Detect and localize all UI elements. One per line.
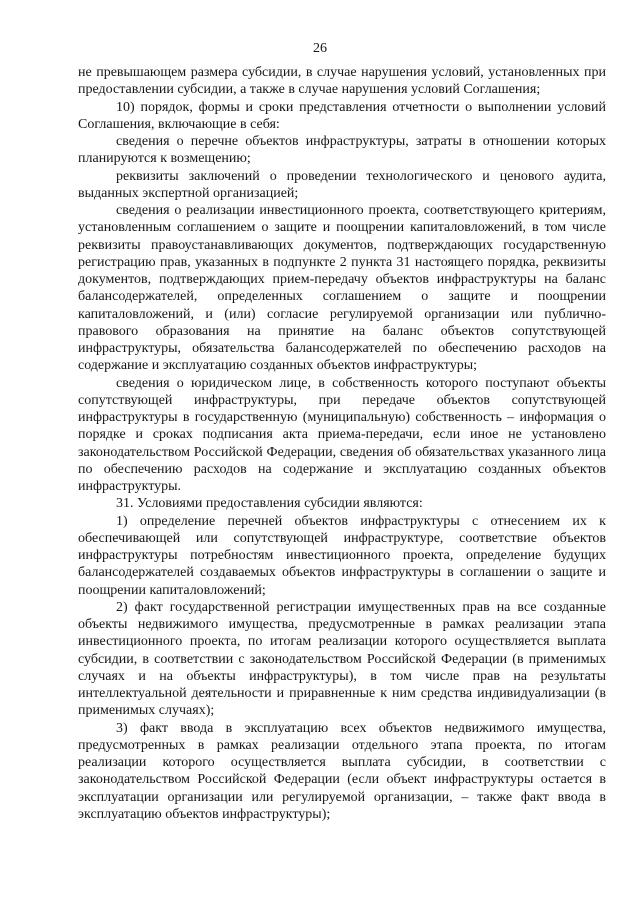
paragraph-condition-2: 2) факт государственной регистрации имущественных прав на все созданные объекты недвижимого имущества, предусмотренные в рамках реализации этапа инвестиционного проекта, по итогам реализации которого осуществляется выплата субсидии, в соответствии с законодательством Российской Федерации (в применимых случаях и на объекты инфраструктуры), в том числе прав на результаты интеллектуальной деятельности и приравненные к ним средства индивидуализации (в применимых случаях); [78, 599, 606, 719]
paragraph-item-10: 10) порядок, формы и сроки представления отчетности о выполнении условий Соглашения, включающие в себя: [78, 99, 606, 132]
paragraph-project-info: сведения о реализации инвестиционного проекта, соответствующего критериям, установленным соглашением о защите и поощрении капиталовложений, в том числе реквизиты правоустанавливающих документов, подтверждающих государственную регистрацию прав, указанных в подпункте 2 пункта 31 настоящего порядка, реквизиты документов, подтверждающих прием-передачу объектов инфраструктуры на баланс балансодержателей, определенных соглашением о защите и поощрении капиталовложений, и (или) согласие регулируемой организации или публично-правового образования на принятие на баланс объектов сопутствующей инфраструктуры, обязательства балансодержателей по обеспечению расходов на содержание и эксплуатацию созданных объектов инфраструктуры; [78, 203, 606, 374]
document-body [78, 64, 606, 823]
paragraph-condition-1: 1) определение перечней объектов инфраструктуры с отнесением их к обеспечивающей или сопутствующей инфраструктуре, соответствие объектов инфраструктуры потребностям инвестиционного проекта, определение будущих балансодержателей создаваемых объектов инфраструктуры в соглашении о защите и поощрении капиталовложений; [78, 513, 606, 598]
paragraph-section-31: 31. Условиями предоставления субсидии являются: [116, 496, 423, 512]
page-number: 26 [313, 41, 327, 56]
paragraph-condition-3: 3) факт ввода в эксплуатацию всех объектов недвижимого имущества, предусмотренных в рамках реализации отдельного этапа проекта, по итогам реализации которого осуществляется выплата субсидии, в соответствии с законодательством Российской Федерации (если объект инфраструктуры остается в эксплуатации организации или регулируемой организации, – также факт ввода в эксплуатацию объектов инфраструктуры); [78, 720, 606, 822]
paragraph-audit-details: реквизиты заключений о проведении технологического и ценового аудита, выданных экспертной организацией; [78, 168, 606, 201]
paragraph-infrastructure-list: сведения о перечне объектов инфраструктуры, затраты в отношении которых планируются к возмещению; [78, 134, 606, 167]
paragraph-legal-entity: сведения о юридическом лице, в собственность которого поступают объекты сопутствующей инфраструктуры, при передаче объектов сопутствующей инфраструктуры в государственную (муниципальную) собственность – информация о порядке и сроках подписания акта приема-передачи, если иное не установлено законодательством Российской Федерации, сведения об обязательствах указанного лица по обеспечению расходов на содержание и эксплуатацию созданных объектов инфраструктуры. [78, 375, 606, 494]
paragraph-continuation: не превышающем размера субсидии, в случае нарушения условий, установленных при предоставлении субсидии, а также в случае нарушения условий Соглашения; [78, 65, 606, 98]
